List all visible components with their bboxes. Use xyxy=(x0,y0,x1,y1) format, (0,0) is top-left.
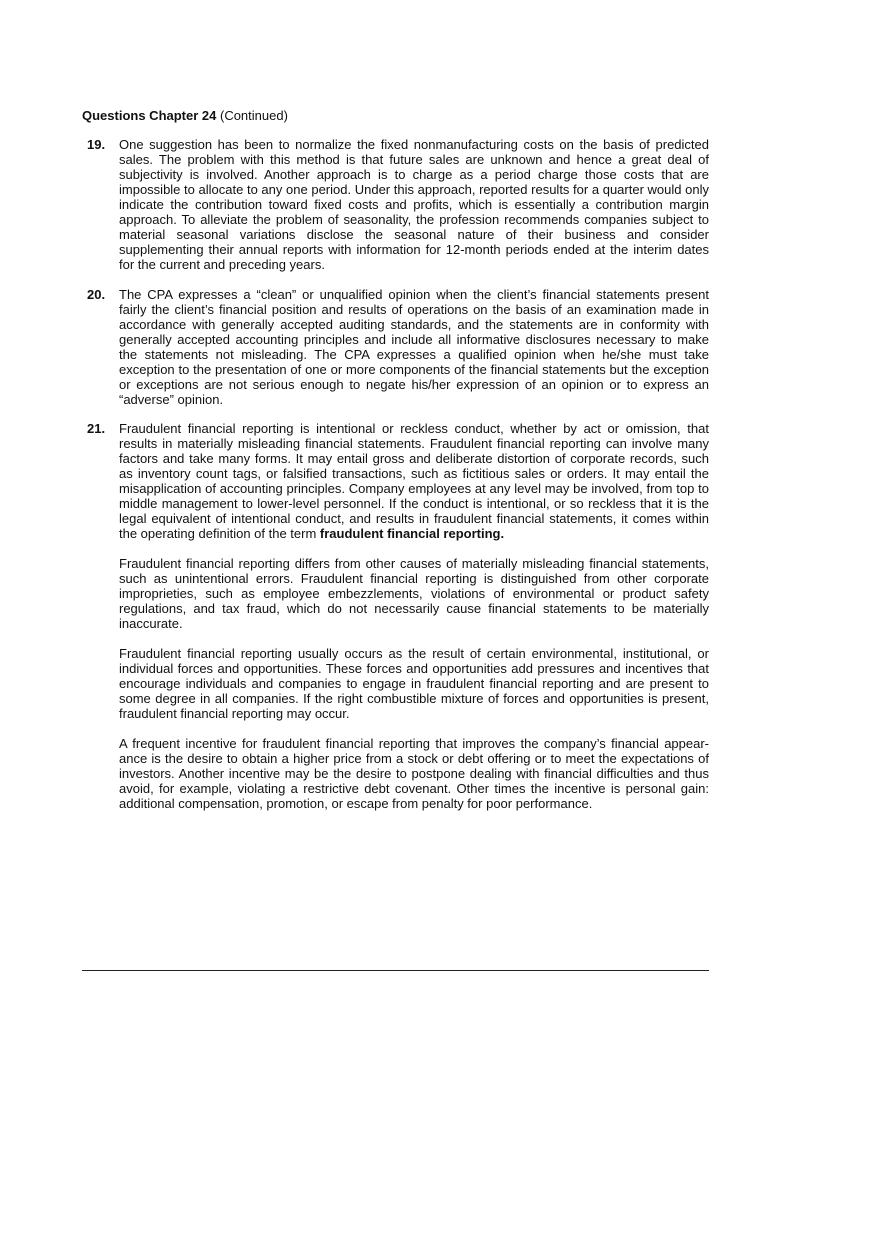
question-answer xyxy=(119,287,709,407)
answer-paragraph: A frequent incentive for fraudulent financial reporting that improves the company’s financial appear-ance is the desire to obtain a higher price from a stock or debt offering or to meet the expectations of investors. Another incentive may be the desire to postpone dealing with financial difficulties and thus avoid, for example, violating a restrictive debt covenant. Other times the incentive is personal gain: additional compensation, promotion, or escape from penalty for poor performance. xyxy=(119,736,709,811)
answer-paragraph: Fraudulent financial reporting differs from other causes of materially misleading financial statements, such as unintentional errors. Fraudulent financial reporting is distinguished from other corporate improprieties, such as employee embezzlements, violations of environmental or product safety regulations, and tax fraud, which do not necessarily cause financial statements to be materially inaccurate. xyxy=(119,556,709,631)
defined-term: fraudulent financial reporting. xyxy=(319,526,505,541)
question-21 xyxy=(82,421,709,811)
question-20 xyxy=(82,287,709,407)
header-continued-label: (Continued) xyxy=(216,108,288,123)
paragraph-text: Fraudulent financial reporting is intentional or reckless conduct, whether by act or omission, that results in materially misleading financial statements. Fraudulent financial reporting can involve many factors and take many forms. It may entail gross and deliberate distortion of corporate records, such as inventory count tags, or falsified transactions, such as fictitious sales or orders. It may entail the misapplication of accounting principles. Company employees at any level may be involved, from top to middle management to lower-level personnel. If the conduct is intentional, or so reckless that it is the legal equivalent of intentional conduct, and results in fraudulent financial statements, it comes within the operating definition of the term xyxy=(119,421,709,541)
question-answer xyxy=(119,137,709,272)
question-number: 19. xyxy=(87,137,106,152)
answer-paragraph xyxy=(119,421,709,541)
footer-divider xyxy=(82,970,709,971)
answer-paragraph: The CPA expresses a “clean” or unqualified opinion when the client’s financial statements present fairly the client’s financial position and results of operations on the basis of an examination made in accordance with generally accepted auditing standards, and the statements are in conformity with generally accepted accounting principles and include all informative disclosures necessary to make the statements not misleading. The CPA expresses a qualified opinion when he/she must take exception to the presentation of one or more components of the financial statements but the exception or exceptions are not serious enough to negate his/her expression of an opinion or to express an “adverse” opinion. xyxy=(119,287,709,407)
question-number: 21. xyxy=(87,421,106,436)
answer-paragraph: One suggestion has been to normalize the fixed nonmanufacturing costs on the basis of predicted sales. The problem with this method is that future sales are unknown and hence a great deal of subjectivity is involved. Another approach is to charge as a period charge those costs that are impossible to allocate to any one period. Under this approach, reported results for a quarter would only indicate the contribution toward fixed costs and profits, which is essentially a contribution margin approach. To alleviate the problem of seasonality, the profession recommends companies subject to material seasonal variations disclose the seasonal nature of their business and consider supplementing their annual reports with information for 12-month periods ended at the interim dates for the current and preceding years. xyxy=(119,137,709,272)
answer-paragraph: Fraudulent financial reporting usually occurs as the result of certain environmental, institutional, or individual forces and opportunities. These forces and opportunities add pressures and incentives that encourage individuals and companies to engage in fraudulent financial reporting and are present to some degree in all companies. If the right combustible mixture of forces and opportunities is present, fraudulent financial reporting may occur. xyxy=(119,646,709,721)
question-19 xyxy=(82,137,709,272)
page-header xyxy=(82,108,709,123)
question-answer xyxy=(119,421,709,811)
question-number: 20. xyxy=(87,287,106,302)
header-chapter-title: Questions Chapter 24 xyxy=(82,108,217,123)
